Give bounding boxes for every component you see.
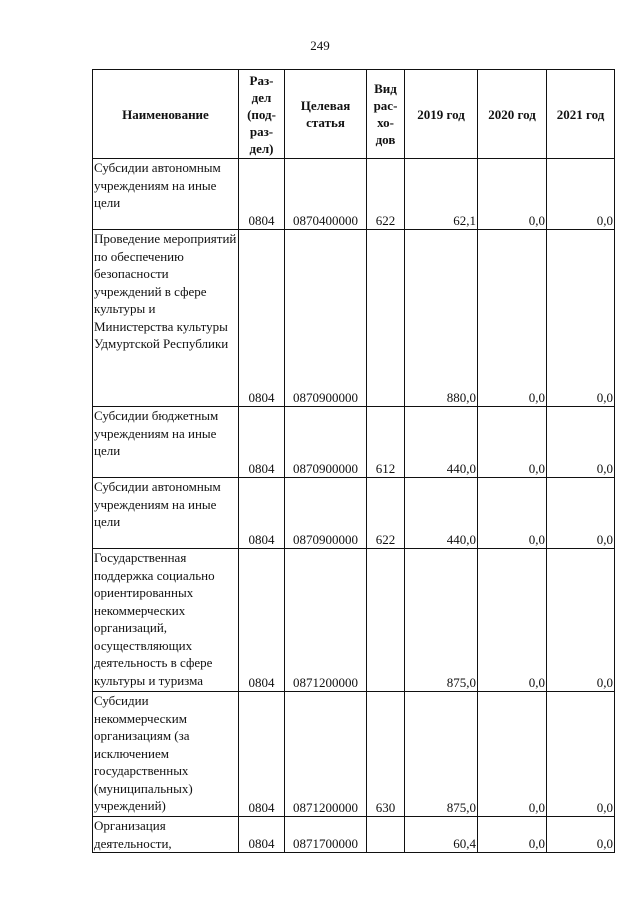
cell-expense-type bbox=[367, 549, 405, 692]
cell-target: 0870400000 bbox=[285, 159, 367, 230]
table-row bbox=[93, 692, 615, 817]
cell-name: Субсидии автономным учреждениям на иные цели bbox=[93, 159, 239, 230]
cell-2021: 0,0 bbox=[547, 478, 615, 549]
budget-table bbox=[92, 69, 615, 853]
cell-expense-type: 612 bbox=[367, 407, 405, 478]
cell-expense-type bbox=[367, 817, 405, 853]
header-2021: 2021 год bbox=[547, 70, 615, 159]
cell-section: 0804 bbox=[239, 159, 285, 230]
cell-target: 0871200000 bbox=[285, 549, 367, 692]
cell-name: Субсидии автономным учреждениям на иные цели bbox=[93, 478, 239, 549]
cell-2019: 880,0 bbox=[405, 230, 478, 407]
cell-section: 0804 bbox=[239, 549, 285, 692]
cell-name: Государственная поддержка социально ориентированных некоммерческих организаций, осуществляющих деятельность в сфере культуры и туризма bbox=[93, 549, 239, 692]
cell-expense-type: 622 bbox=[367, 159, 405, 230]
cell-2021: 0,0 bbox=[547, 549, 615, 692]
cell-2021: 0,0 bbox=[547, 692, 615, 817]
table-header-row bbox=[93, 70, 615, 159]
cell-target: 0870900000 bbox=[285, 478, 367, 549]
cell-2021: 0,0 bbox=[547, 159, 615, 230]
header-name: Наименование bbox=[93, 70, 239, 159]
cell-target: 0871700000 bbox=[285, 817, 367, 853]
header-2020: 2020 год bbox=[478, 70, 547, 159]
cell-section: 0804 bbox=[239, 478, 285, 549]
cell-target: 0870900000 bbox=[285, 230, 367, 407]
cell-2019: 875,0 bbox=[405, 549, 478, 692]
header-expense-type: Вид рас- хо- дов bbox=[367, 70, 405, 159]
cell-2021: 0,0 bbox=[547, 817, 615, 853]
table-row bbox=[93, 817, 615, 853]
page-number: 249 bbox=[310, 38, 330, 53]
table-row bbox=[93, 478, 615, 549]
header-target: Целевая статья bbox=[285, 70, 367, 159]
cell-2020: 0,0 bbox=[478, 549, 547, 692]
header-2019: 2019 год bbox=[405, 70, 478, 159]
cell-2021: 0,0 bbox=[547, 230, 615, 407]
cell-2021: 0,0 bbox=[547, 407, 615, 478]
table-row bbox=[93, 159, 615, 230]
cell-2020: 0,0 bbox=[478, 817, 547, 853]
cell-2019: 875,0 bbox=[405, 692, 478, 817]
cell-2020: 0,0 bbox=[478, 478, 547, 549]
cell-expense-type bbox=[367, 230, 405, 407]
cell-target: 0871200000 bbox=[285, 692, 367, 817]
cell-name: Организация деятельности, bbox=[93, 817, 239, 853]
cell-target: 0870900000 bbox=[285, 407, 367, 478]
cell-expense-type: 622 bbox=[367, 478, 405, 549]
cell-2020: 0,0 bbox=[478, 230, 547, 407]
cell-2020: 0,0 bbox=[478, 692, 547, 817]
cell-section: 0804 bbox=[239, 230, 285, 407]
cell-section: 0804 bbox=[239, 692, 285, 817]
cell-2019: 440,0 bbox=[405, 478, 478, 549]
cell-2019: 62,1 bbox=[405, 159, 478, 230]
cell-2020: 0,0 bbox=[478, 159, 547, 230]
cell-2020: 0,0 bbox=[478, 407, 547, 478]
cell-2019: 440,0 bbox=[405, 407, 478, 478]
table-row bbox=[93, 549, 615, 692]
cell-name: Субсидии некоммерческим организациям (за исключением государственных (муниципальных) учреждений) bbox=[93, 692, 239, 817]
cell-section: 0804 bbox=[239, 407, 285, 478]
table-row bbox=[93, 230, 615, 407]
cell-section: 0804 bbox=[239, 817, 285, 853]
cell-expense-type: 630 bbox=[367, 692, 405, 817]
cell-name: Субсидии бюджетным учреждениям на иные цели bbox=[93, 407, 239, 478]
cell-name: Проведение мероприятий по обеспечению безопасности учреждений в сфере культуры и Министерства культуры Удмуртской Республики bbox=[93, 230, 239, 407]
cell-2019: 60,4 bbox=[405, 817, 478, 853]
table-row bbox=[93, 407, 615, 478]
header-section: Раз- дел (под- раз- дел) bbox=[239, 70, 285, 159]
